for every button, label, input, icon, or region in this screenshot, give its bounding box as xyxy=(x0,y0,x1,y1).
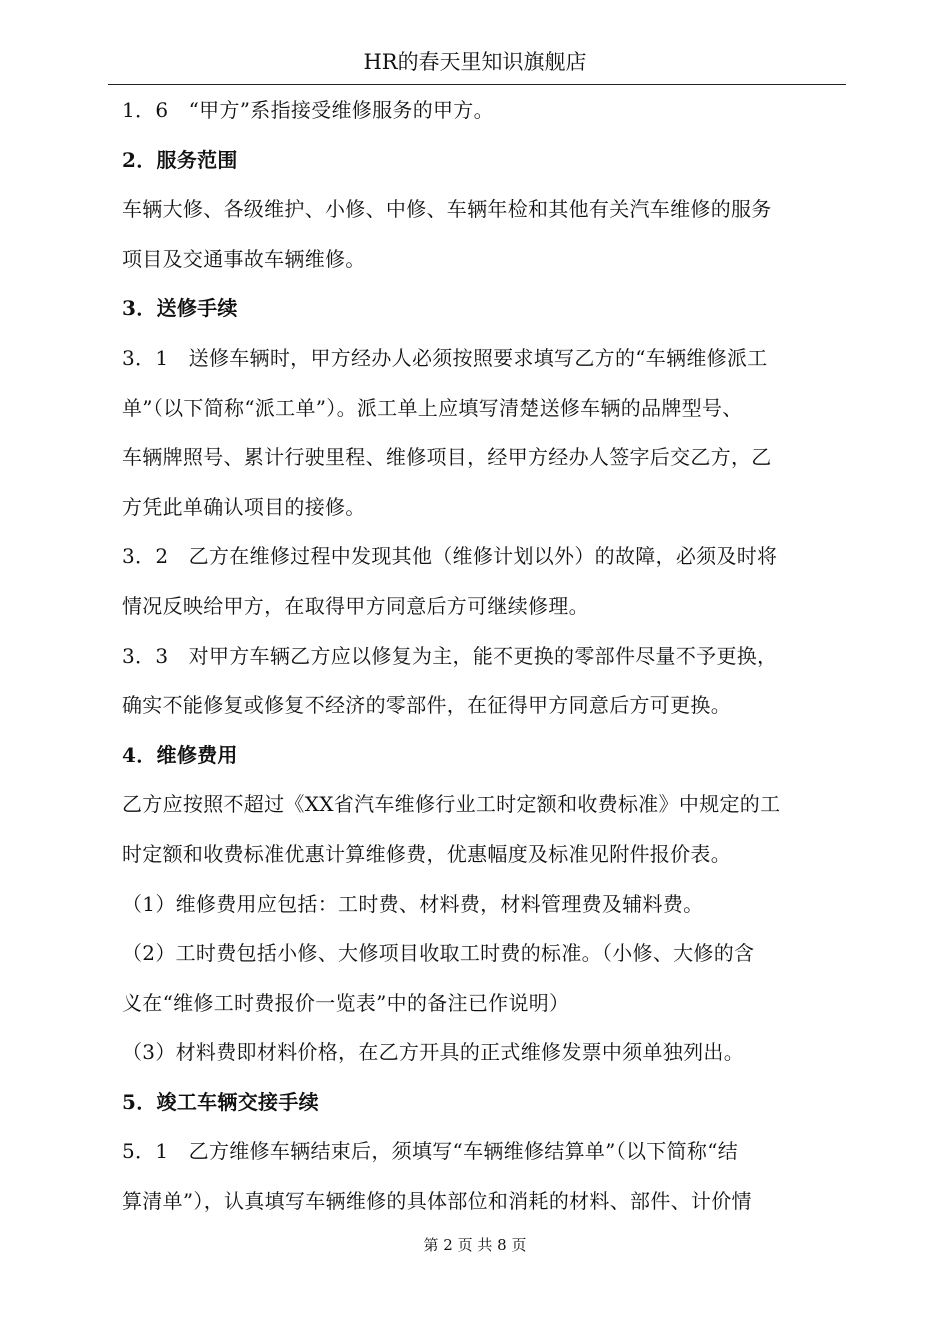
paragraph-line: 时定额和收费标准优惠计算维修费，优惠幅度及标准见附件报价表。 xyxy=(122,841,731,866)
paragraph-line: 单”（以下简称“派工单”）。派工单上应填写清楚送修车辆的品牌型号、 xyxy=(122,395,743,420)
paragraph-line: （3）材料费即材料价格，在乙方开具的正式维修发票中须单独列出。 xyxy=(122,1040,745,1065)
paragraph-line: 算清单”），认真填写车辆维修的具体部位和消耗的材料、部件、计价情 xyxy=(122,1189,752,1214)
paragraph-line: 3．2 乙方在维修过程中发现其他（维修计划以外）的故障，必须及时将 xyxy=(122,544,778,569)
page-header-title: HR的春天里知识旗舰店 xyxy=(363,50,587,74)
section-heading: 5．竣工车辆交接手续 xyxy=(122,1089,319,1114)
section-heading: 2．服务范围 xyxy=(122,147,238,172)
page-footer: 第 2 页 共 8 页 xyxy=(423,1236,527,1254)
document-body xyxy=(122,86,844,1227)
section-heading: 4．维修费用 xyxy=(122,742,238,767)
paragraph-line: （2）工时费包括小修、大修项目收取工时费的标准。（小修、大修的含 xyxy=(122,941,755,966)
section-heading: 3．送修手续 xyxy=(122,296,238,321)
paragraph-line: 1．6 “甲方”系指接受维修服务的甲方。 xyxy=(122,98,494,122)
paragraph-line: 确实不能修复或修复不经济的零部件，在征得甲方同意后方可更换。 xyxy=(122,693,731,718)
paragraph-line: 项目及交通事故车辆维修。 xyxy=(122,246,366,271)
paragraph-line: 5．1 乙方维修车辆结束后，须填写“车辆维修结算单”（以下简称“结 xyxy=(122,1139,739,1164)
paragraph-line: 乙方应按照不超过《XX省汽车维修行业工时定额和收费标准》中规定的工 xyxy=(122,792,781,817)
header-divider xyxy=(108,84,846,85)
paragraph-line: 方凭此单确认项目的接修。 xyxy=(122,494,366,519)
paragraph-line: 义在“维修工时费报价一览表”中的备注已作说明） xyxy=(122,990,570,1015)
paragraph-line: 车辆牌照号、累计行驶里程、维修项目，经甲方经办人签字后交乙方，乙 xyxy=(122,445,772,470)
paragraph-line: 车辆大修、各级维护、小修、中修、车辆年检和其他有关汽车维修的服务 xyxy=(122,197,772,222)
paragraph-line: （1）维修费用应包括：工时费、材料费，材料管理费及辅料费。 xyxy=(122,891,704,916)
paragraph-line: 情况反映给甲方，在取得甲方同意后方可继续修理。 xyxy=(122,593,589,618)
paragraph-line: 3．1 送修车辆时，甲方经办人必须按照要求填写乙方的“车辆维修派工 xyxy=(122,345,768,370)
paragraph-line: 3．3 对甲方车辆乙方应以修复为主，能不更换的零部件尽量不予更换， xyxy=(122,643,778,668)
